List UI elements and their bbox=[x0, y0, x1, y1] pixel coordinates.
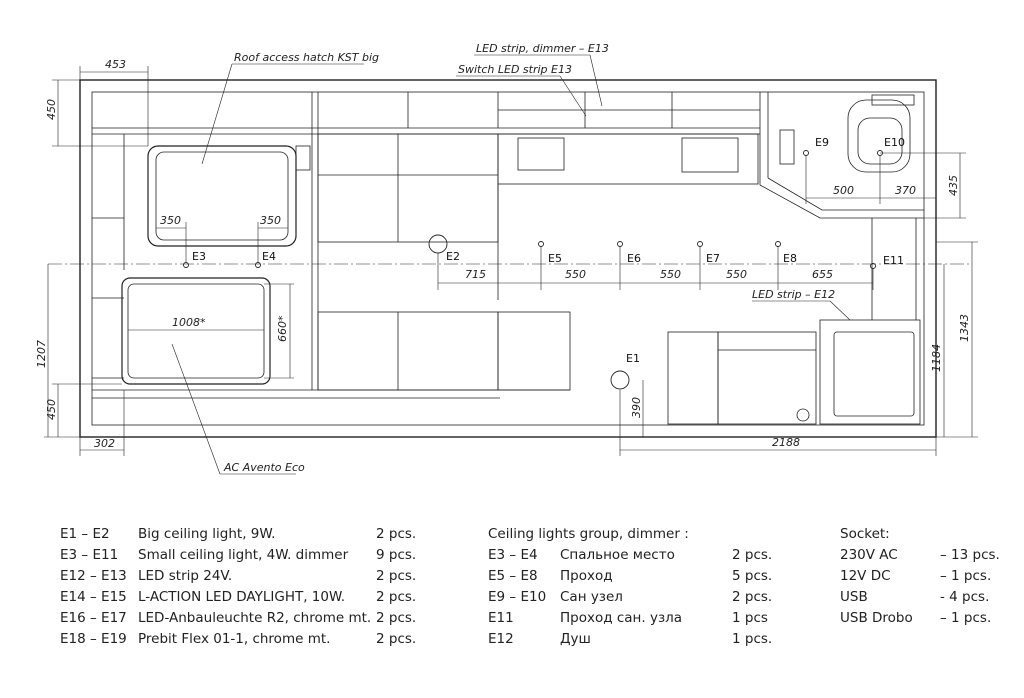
legend-range: E1 – E2 bbox=[60, 526, 110, 542]
label-e2: E2 bbox=[446, 250, 460, 263]
dim-550c: 550 bbox=[726, 268, 747, 281]
legend-row bbox=[60, 587, 436, 608]
socket-type: USB Drobo bbox=[840, 610, 913, 626]
light-e7 bbox=[698, 242, 703, 247]
dim-390: 390 bbox=[630, 397, 643, 418]
legend-row bbox=[488, 587, 792, 608]
socket-qty: - 4 pcs. bbox=[940, 589, 990, 605]
legend-qty: 2 pcs. bbox=[732, 547, 773, 563]
dim-left-450-top: 450 bbox=[45, 99, 58, 120]
callout-led-dimmer: LED strip, dimmer – E13 bbox=[476, 42, 609, 55]
dim-hatch-350b: 350 bbox=[260, 214, 281, 227]
legend-range: E3 – E11 bbox=[60, 547, 119, 563]
label-e11: E11 bbox=[883, 254, 904, 267]
legend-group-title: Ceiling lights group, dimmer : bbox=[488, 526, 689, 542]
legend-qty: 5 pcs. bbox=[732, 568, 773, 584]
legend-desc: L-ACTION LED DAYLIGHT, 10W. bbox=[138, 589, 346, 605]
legend-row bbox=[840, 545, 1010, 566]
legend-range: E9 – E10 bbox=[488, 589, 547, 605]
legend-row bbox=[60, 566, 436, 587]
dim-1184: 1184 bbox=[930, 344, 943, 372]
label-e10: E10 bbox=[884, 136, 905, 149]
label-e3: E3 bbox=[192, 250, 206, 263]
dim-left-1207: 1207 bbox=[35, 340, 48, 368]
legend-qty: 2 pcs. bbox=[376, 526, 417, 542]
dim-hatch-350a: 350 bbox=[160, 214, 181, 227]
legend-lights bbox=[60, 524, 436, 650]
dim-left-450-bot: 450 bbox=[45, 399, 58, 420]
legend-ceiling-group bbox=[488, 524, 792, 650]
legend-range: E18 – E19 bbox=[60, 631, 127, 647]
dim-bot-302: 302 bbox=[94, 437, 115, 450]
legend-row bbox=[60, 524, 436, 545]
legend-qty: 2 pcs. bbox=[732, 589, 773, 605]
legend-desc: Small ceiling light, 4W. dimmer bbox=[138, 547, 349, 563]
legend-range: E5 – E8 bbox=[488, 568, 538, 584]
label-e9: E9 bbox=[815, 136, 829, 149]
socket-type: 12V DC bbox=[840, 568, 891, 584]
legend-range: E14 – E15 bbox=[60, 589, 127, 605]
socket-qty: – 1 pcs. bbox=[940, 568, 992, 584]
legend-row bbox=[840, 566, 1010, 587]
label-e4: E4 bbox=[262, 250, 276, 263]
light-e5 bbox=[539, 242, 544, 247]
legend-qty: 2 pcs. bbox=[376, 631, 417, 647]
socket-qty: – 1 pcs. bbox=[940, 610, 992, 626]
dim-655: 655 bbox=[812, 268, 833, 281]
top-cabinets bbox=[92, 92, 760, 390]
inner-wall bbox=[92, 92, 924, 425]
legend-range: E3 – E4 bbox=[488, 547, 538, 563]
dim-550a: 550 bbox=[565, 268, 586, 281]
legend-desc: Big ceiling light, 9W. bbox=[138, 526, 276, 542]
legend-range: E12 bbox=[488, 631, 514, 647]
socket-type: 230V AC bbox=[840, 547, 898, 563]
dim-1343: 1343 bbox=[958, 314, 971, 342]
legend-range: E12 – E13 bbox=[60, 568, 127, 584]
socket-type: USB bbox=[840, 589, 868, 605]
legend-sockets bbox=[840, 524, 1010, 629]
callout-leaders bbox=[172, 55, 850, 474]
dim-435: 435 bbox=[947, 175, 960, 196]
legend-qty: 9 pcs. bbox=[376, 547, 417, 563]
label-e8: E8 bbox=[783, 252, 797, 265]
legend-row bbox=[60, 545, 436, 566]
legend-range: E16 – E17 bbox=[60, 610, 127, 626]
legend-socket-title: Socket: bbox=[840, 526, 890, 542]
legend-qty: 1 pcs. bbox=[732, 631, 773, 647]
legend-row bbox=[840, 608, 1010, 629]
light-e8 bbox=[776, 242, 781, 247]
legend-range: E11 bbox=[488, 610, 514, 626]
legend-qty: 2 pcs. bbox=[376, 589, 417, 605]
legend-desc: Душ bbox=[560, 631, 591, 647]
legend-desc: Prebit Flex 01-1, chrome mt. bbox=[138, 631, 331, 647]
dim-550b: 550 bbox=[660, 268, 681, 281]
label-e6: E6 bbox=[627, 252, 641, 265]
galley-block bbox=[318, 134, 758, 300]
label-e1: E1 bbox=[626, 352, 640, 365]
dimension-lines bbox=[44, 66, 978, 456]
legend-row bbox=[488, 566, 792, 587]
dim-500: 500 bbox=[833, 184, 854, 197]
dim-715: 715 bbox=[465, 268, 486, 281]
callout-led-e12: LED strip – E12 bbox=[752, 288, 836, 301]
legend-desc: Проход сан. узла bbox=[560, 610, 683, 626]
label-e5: E5 bbox=[548, 252, 562, 265]
callout-ac: AC Avento Eco bbox=[224, 461, 305, 474]
light-e9 bbox=[804, 151, 809, 156]
legend-row bbox=[488, 629, 792, 650]
legend-desc: Спальное место bbox=[560, 547, 675, 563]
dim-370: 370 bbox=[895, 184, 916, 197]
legend-row bbox=[488, 545, 792, 566]
legend-row bbox=[488, 608, 792, 629]
light-e3 bbox=[184, 263, 189, 268]
legend-desc: Сан узел bbox=[560, 589, 623, 605]
legend-desc: Проход bbox=[560, 568, 613, 584]
legend-desc: LED-Anbauleuchte R2, chrome mt. bbox=[138, 610, 372, 626]
legend-row bbox=[60, 629, 436, 650]
left-shelving bbox=[92, 134, 124, 378]
label-e7: E7 bbox=[706, 252, 720, 265]
dim-2188: 2188 bbox=[772, 436, 800, 449]
light-e4 bbox=[256, 263, 261, 268]
light-e2 bbox=[429, 235, 447, 253]
legend-row bbox=[840, 587, 1010, 608]
bed-ac-unit bbox=[122, 278, 270, 384]
light-e1 bbox=[611, 371, 629, 389]
legend-row bbox=[60, 608, 436, 629]
dim-top-453: 453 bbox=[105, 58, 126, 71]
legend-qty: 1 pcs bbox=[732, 610, 768, 626]
light-e6 bbox=[618, 242, 623, 247]
callout-roof-hatch: Roof access hatch KST big bbox=[234, 51, 380, 64]
roof-hatch bbox=[148, 146, 310, 246]
callout-switch-led: Switch LED strip E13 bbox=[458, 63, 572, 76]
legend-desc: LED strip 24V. bbox=[138, 568, 233, 584]
dim-bed-660: 660* bbox=[276, 315, 289, 342]
legend-qty: 2 pcs. bbox=[376, 568, 417, 584]
dim-bed-1008: 1008* bbox=[172, 316, 206, 329]
socket-qty: – 13 pcs. bbox=[940, 547, 1000, 563]
legend-qty: 2 pcs. bbox=[376, 610, 417, 626]
